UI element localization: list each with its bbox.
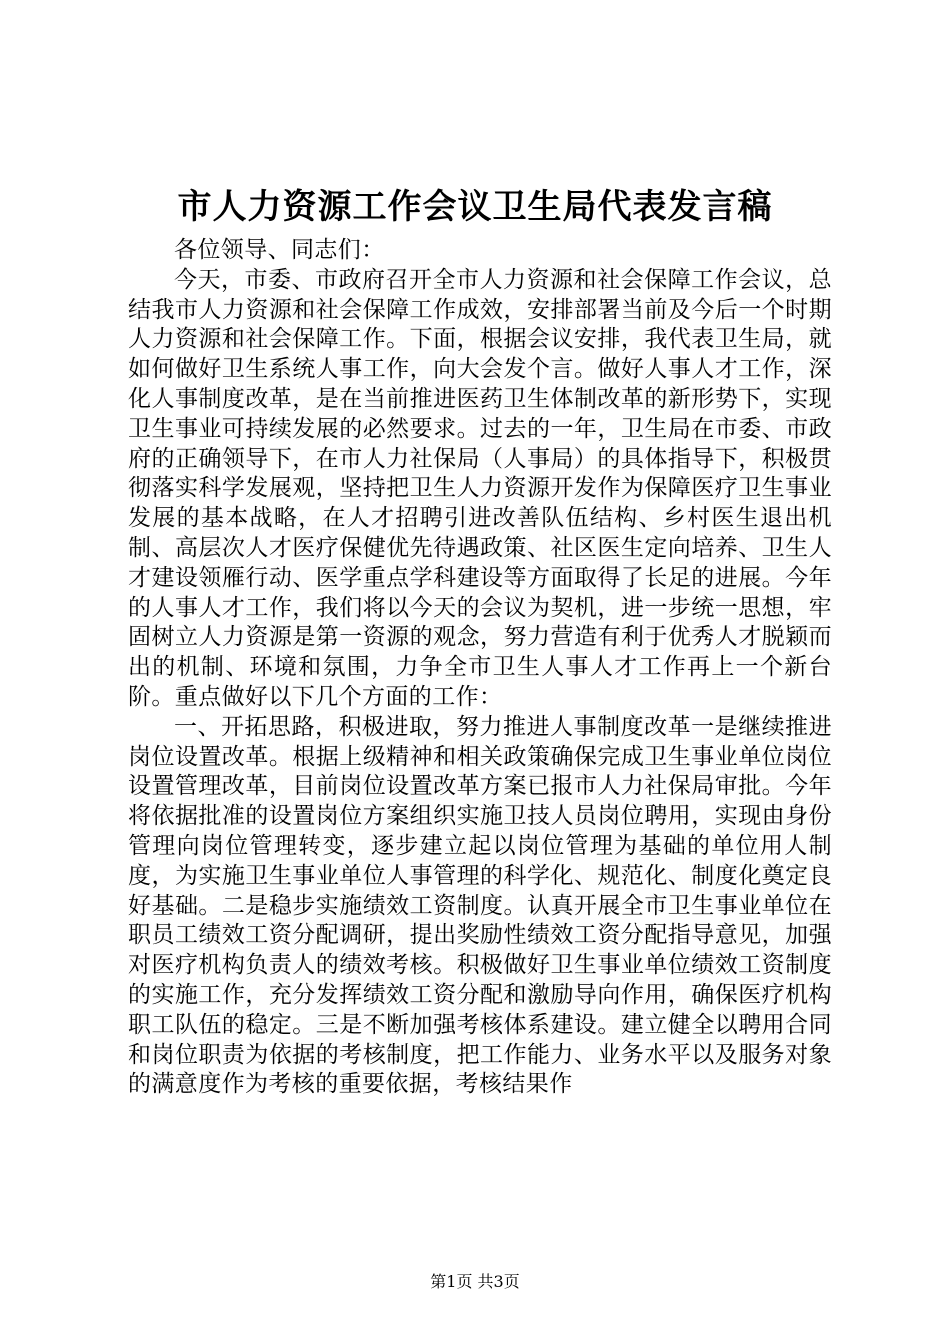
body-paragraph: 一、开拓思路，积极进取，努力推进人事制度改革一是继续推进岗位设置改革。根据上级精神和相关政策确保完成卫生事业单位岗位设置管理改革，目前岗位设置改革方案已报市人力社保局审批。今年将依据批准的设置岗位方案组织实施卫技人员岗位聘用，实现由身份管理向岗位管理转变，逐步建立起以岗位管理为基础的单位用人制度，为实施卫生事业单位人事管理的科学化、规范化、制度化奠定良好基础。二是稳步实施绩效工资制度。认真开展全市卫生事业单位在职员工绩效工资分配调研，提出奖励性绩效工资分配指导意见，加强对医疗机构负责人的绩效考核。积极做好卫生事业单位绩效工资制度的实施工作，充分发挥绩效工资分配和激励导向作用，确保医疗机构职工队伍的稳定。三是不断加强考核体系建设。建立健全以聘用合同和岗位职责为依据的考核制度，把工作能力、业务水平以及服务对象的满意度作为考核的重要依据，考核结果作 [128,713,832,1098]
body-paragraph: 今天，市委、市政府召开全市人力资源和社会保障工作会议，总结我市人力资源和社会保障工作成效，安排部署当前及今后一个时期人力资源和社会保障工作。下面，根据会议安排，我代表卫生局，就如何做好卫生系统人事工作，向大会发个言。做好人事人才工作，深化人事制度改革，是在当前推进医药卫生体制改革的新形势下，实现卫生事业可持续发展的必然要求。过去的一年，卫生局在市委、市政府的正确领导下，在市人力社保局（人事局）的具体指导下，积极贯彻落实科学发展观，坚持把卫生人力资源开发作为保障医疗卫生事业发展的基本战略，在人才招聘引进改善队伍结构、乡村医生退出机制、高层次人才医疗保健优先待遇政策、社区医生定向培养、卫生人才建设领雁行动、医学重点学科建设等方面取得了长足的进展。今年的人事人才工作，我们将以今天的会议为契机，进一步统一思想，牢固树立人力资源是第一资源的观念，努力营造有利于优秀人才脱颖而出的机制、环境和氛围，力争全市卫生人事人才工作再上一个新台阶。重点做好以下几个方面的工作： [128,266,832,710]
document-body [128,236,832,1100]
page-number-footer: 第1页 共3页 [430,1272,520,1291]
document-title: 市人力资源工作会议卫生局代表发言稿 [177,187,773,227]
salutation-paragraph: 各位领导、同志们： [174,237,385,263]
